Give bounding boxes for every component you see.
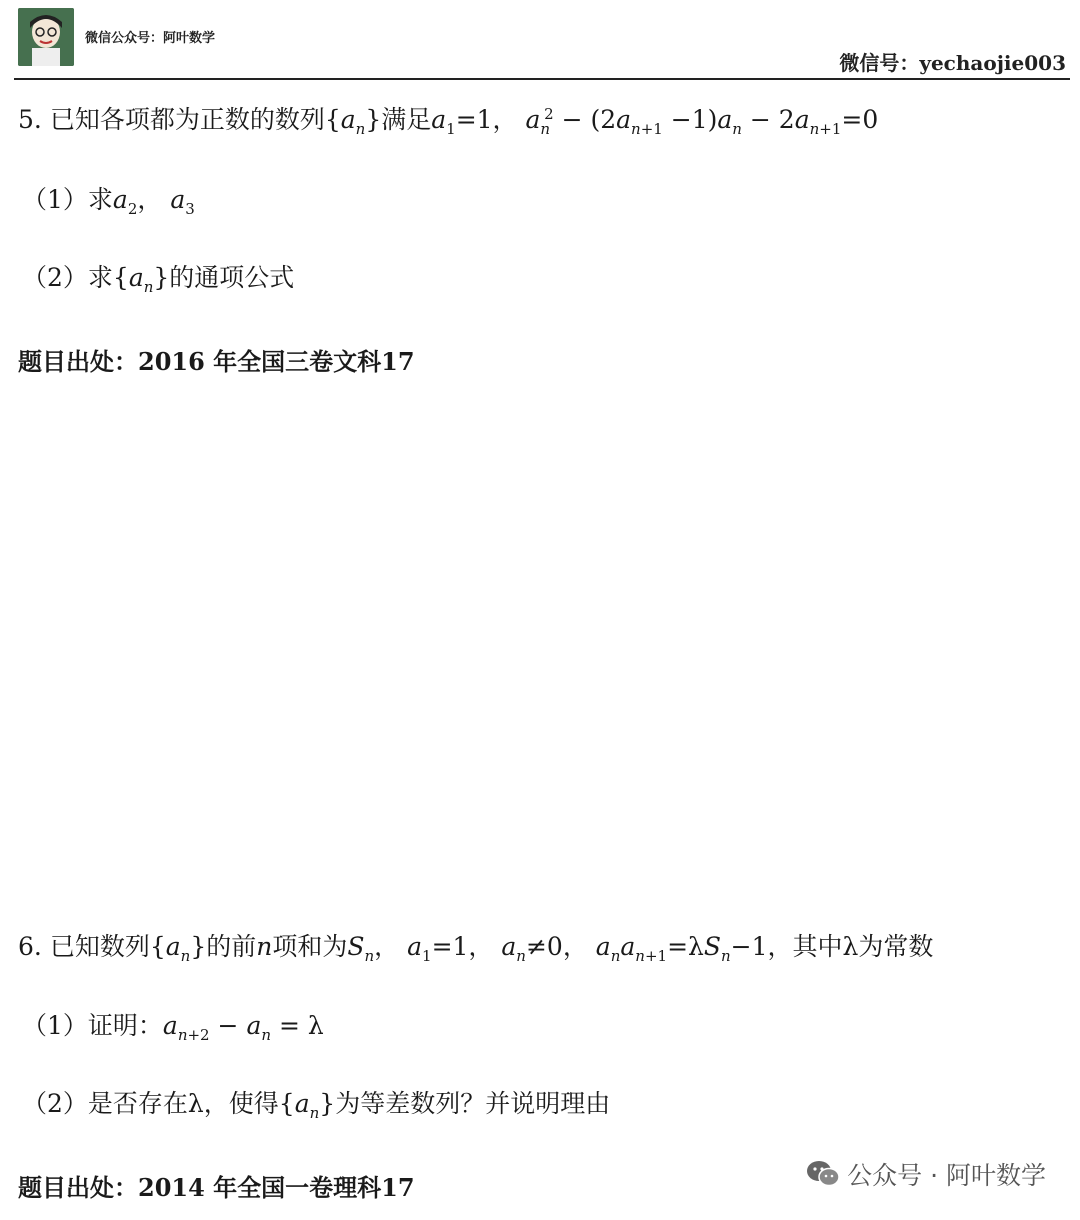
page-header — [0, 0, 1080, 82]
watermark — [805, 1156, 1046, 1192]
problem-5-stem: 5. 已知各项都为正数的数列$\{a_n\}$满足$a_1=1$， $a_n^2 - (2a_{n+1} -1)a_n - 2a_{n+1}=0$ — [18, 104, 879, 138]
header-divider — [14, 78, 1070, 80]
problem-6-part-1: （1）证明：$a_{n+2} - a_n = \lambda$ — [22, 1011, 324, 1044]
wechat-icon — [805, 1159, 841, 1189]
problem-5-source: 题目出处：2016 年全国三卷文科17 — [18, 347, 415, 376]
problem-6-source: 题目出处：2014 年全国一卷理科17 — [18, 1173, 415, 1202]
problem-6-part-2: （2）是否存在λ，使得$\{a_n\}$为等差数列？并说明理由 — [22, 1089, 611, 1122]
problem-5-part-1: （1）求$a_2$， $a_3$ — [22, 185, 195, 218]
watermark-text: 公众号 · 阿叶数学 — [847, 1161, 1046, 1190]
account-brand: 微信公众号：阿叶数学 — [85, 31, 216, 46]
problem-6-stem: 6. 已知数列$\{a_n\}$的前n项和为$S_n$， $a_1=1$， $a_n\ne 0$， $a_na_{n+1}=\lambda S_n-1$，其中λ为常数 — [18, 932, 934, 965]
avatar — [18, 8, 74, 66]
wechat-id: 微信号：yechaojie003 — [839, 51, 1066, 75]
problem-5-part-2: （2）求$\{a_n\}$的通项公式 — [22, 263, 295, 296]
